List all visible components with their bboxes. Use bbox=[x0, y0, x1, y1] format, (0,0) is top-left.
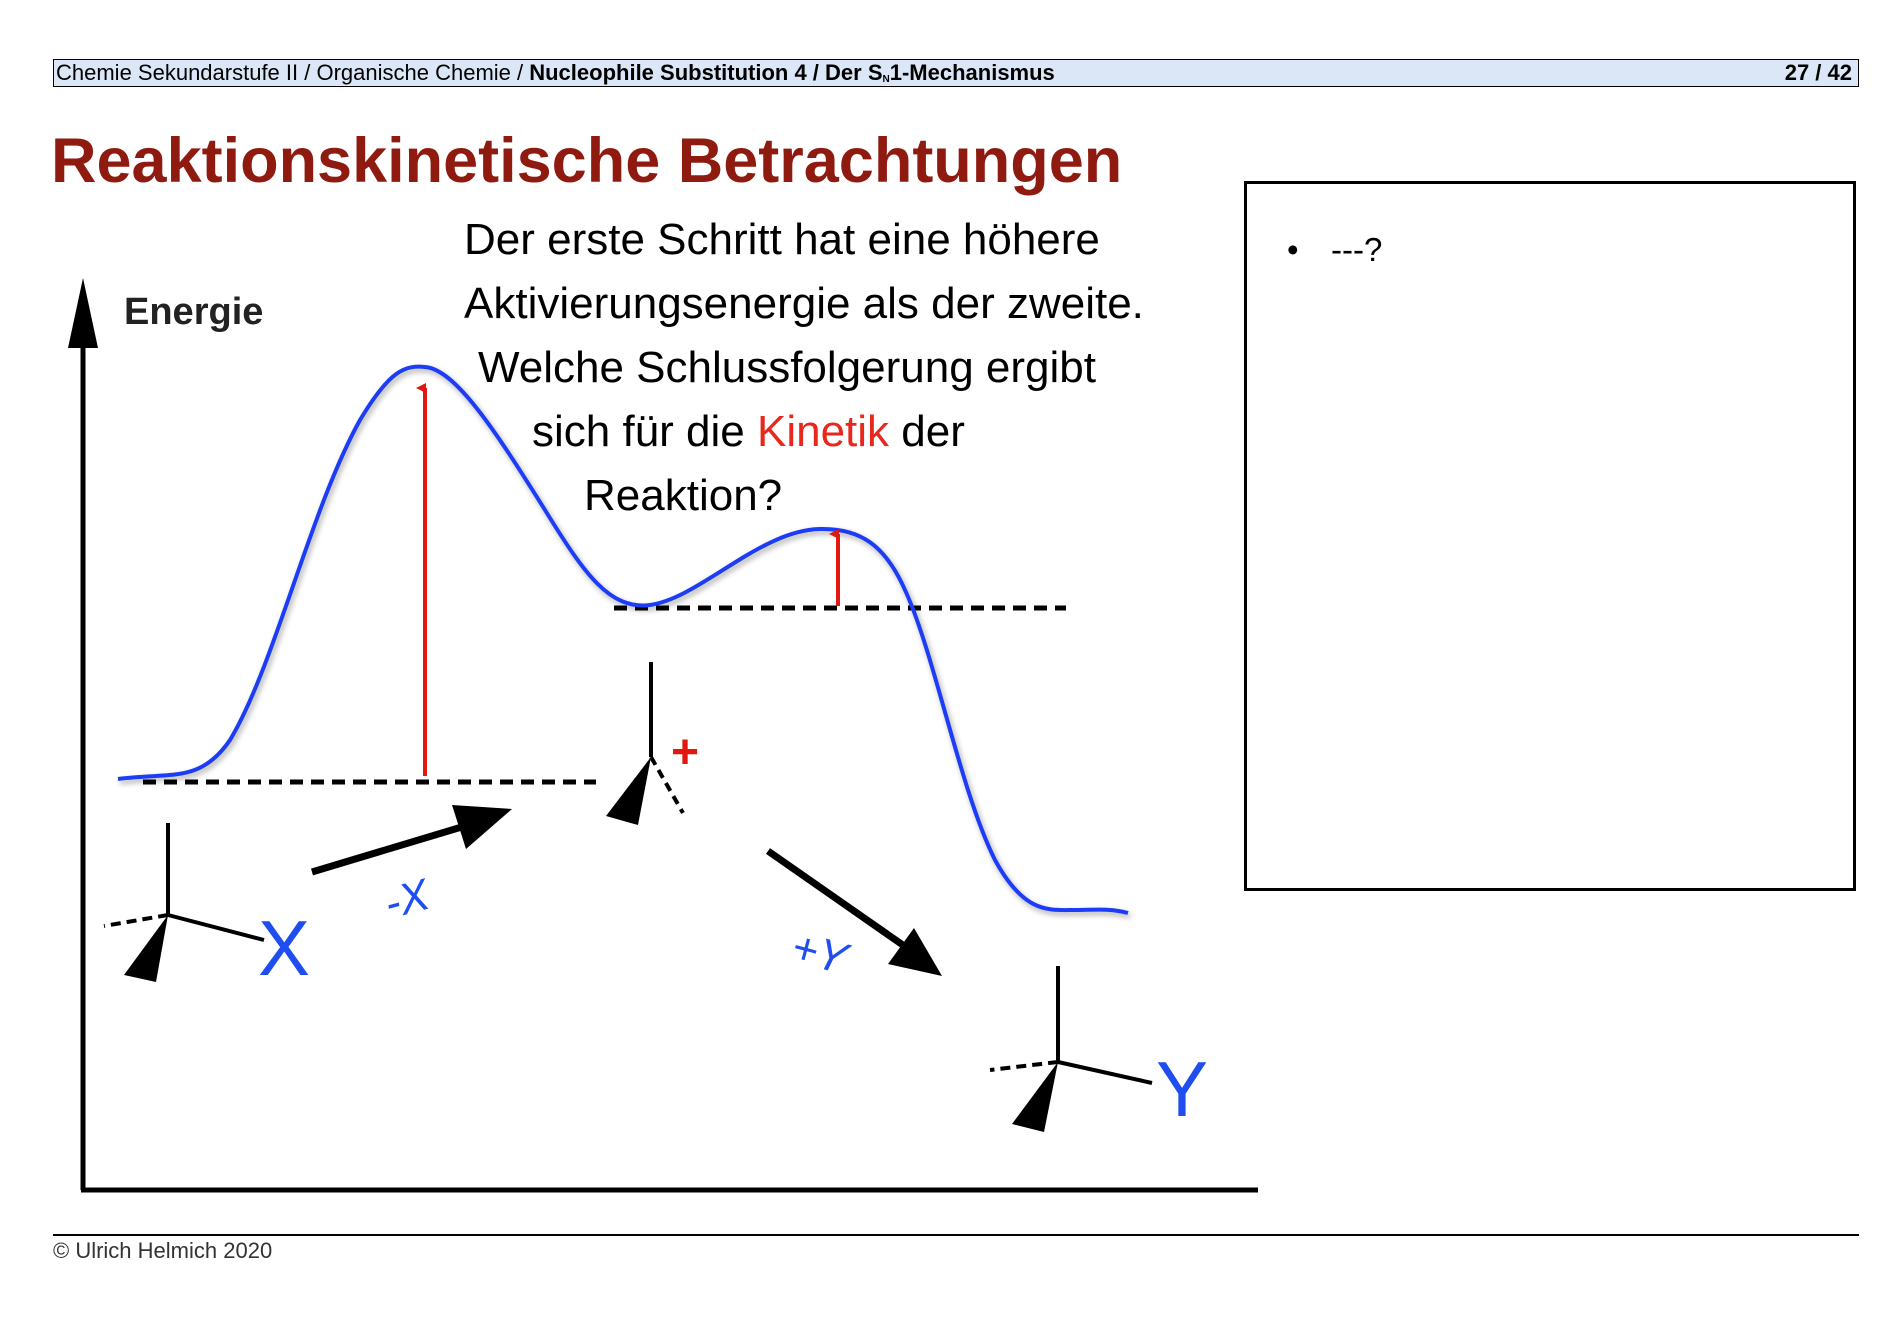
carbocation-charge: + bbox=[671, 726, 700, 779]
question-line-4: sich für die Kinetik der bbox=[532, 407, 965, 456]
breadcrumb: Chemie Sekundarstufe II / Organische Chemie / Nucleophile Substitution 4 / Der $S_N1$-Mechanismus bbox=[56, 60, 1055, 85]
question-line-5: Reaktion? bbox=[584, 471, 783, 520]
footer-divider bbox=[53, 1234, 1859, 1236]
question-line-2: Aktivierungsenergie als der zweite. bbox=[464, 279, 1144, 328]
question-text bbox=[450, 208, 1240, 528]
answer-box bbox=[1244, 181, 1856, 891]
page-number: 27 / 42 bbox=[1784, 60, 1852, 85]
reactant-molecule bbox=[104, 823, 264, 982]
answer-item: • ---? bbox=[1287, 231, 1383, 268]
product-substituent: Y bbox=[1156, 1045, 1209, 1133]
question-line-1: Der erste Schritt hat eine höhere bbox=[464, 215, 1100, 264]
y-axis bbox=[68, 278, 98, 1190]
slide-title: Reaktionskinetische Betrachtungen bbox=[51, 126, 1123, 196]
answer-list bbox=[1287, 230, 1382, 270]
copyright: © Ulrich Helmich 2020 bbox=[53, 1238, 273, 1263]
leaving-group-label: -X bbox=[379, 869, 435, 929]
reaction-arrow-1 bbox=[312, 805, 512, 872]
nucleophile-label: +Y bbox=[786, 922, 853, 984]
y-axis-label: Energie bbox=[124, 291, 264, 333]
kinetik-highlight: Kinetik bbox=[756, 407, 890, 456]
bullet-icon: • bbox=[1287, 231, 1299, 268]
reactant-substituent: X bbox=[258, 904, 311, 992]
y-axis-arrowhead bbox=[68, 278, 98, 348]
product-molecule bbox=[990, 966, 1152, 1132]
question-line-3: Welche Schlussfolgerung ergibt bbox=[478, 343, 1096, 392]
